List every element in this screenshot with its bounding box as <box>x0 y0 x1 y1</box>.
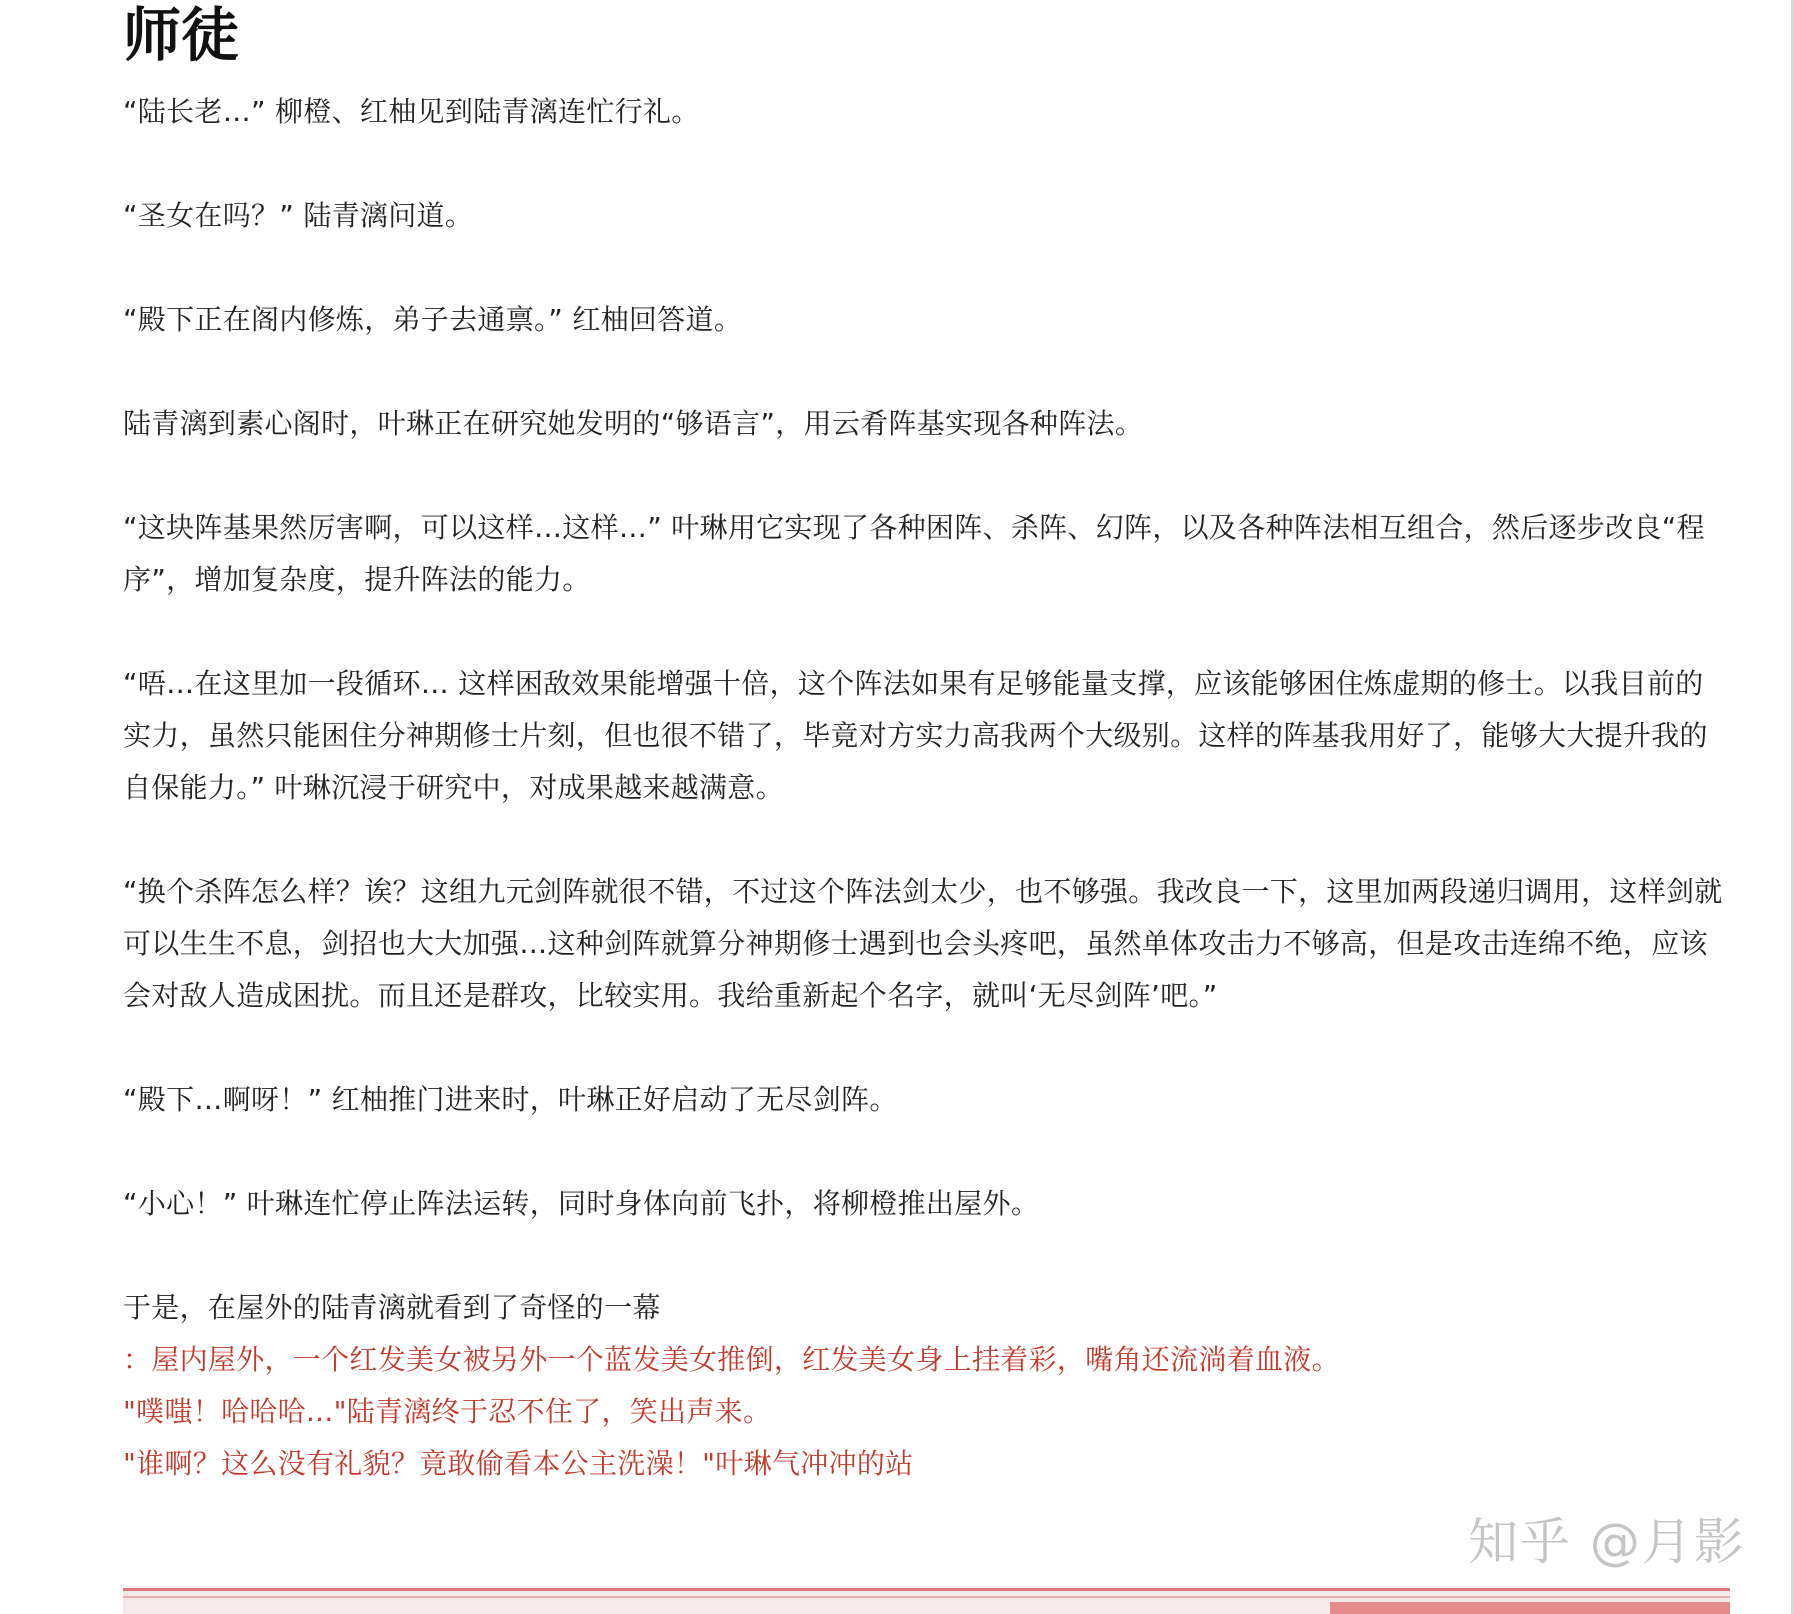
paragraph: 于是，在屋外的陆青漓就看到了奇怪的一幕 <box>123 1291 661 1324</box>
article-title: 师徒 <box>123 1 240 69</box>
paragraph: “圣女在吗？” 陆青漓问道。 <box>123 199 474 232</box>
paragraph: “陆长老…” 柳橙、红柚见到陆青漓连忙行礼。 <box>123 95 700 128</box>
paragraph: “换个杀阵怎么样？诶？这组九元剑阵就很不错，不过这个阵法剑太少，也不够强。我改良一下，这里加两段递归调用，这样剑就可以生生不息，剑招也大大加强…这种剑阵就算分神期修士遇到也会头疼吧，虽然单体攻击力不够高，但是攻击连绵不绝，应该会对敌人造成困扰。而且还是群攻，比较实用。我给重新起个名字，就叫‘无尽剑阵’吧。” <box>123 875 1723 1012</box>
highlighted-line: ：屋内屋外，一个红发美女被另外一个蓝发美女推倒，红发美女身上挂着彩，嘴角还流淌着血液。 <box>123 1343 1340 1376</box>
paragraph: “殿下正在阁内修炼，弟子去通禀。” 红柚回答道。 <box>123 303 743 336</box>
bottom-bar <box>123 1588 1730 1614</box>
bottom-bar-line-secondary <box>123 1596 1730 1598</box>
paragraph: 陆青漓到素心阁时，叶琳正在研究她发明的“够语言”，用云肴阵基实现各种阵法。 <box>123 407 1144 440</box>
bottom-bar-line <box>123 1588 1730 1591</box>
highlighted-line: "谁啊？这么没有礼貌？竟敢偷看本公主洗澡！"叶琳气冲冲的站 <box>123 1447 914 1480</box>
highlighted-line: "噗嗤！哈哈哈..."陆青漓终于忍不住了，笑出声来。 <box>123 1395 772 1428</box>
paragraph: “这块阵基果然厉害啊，可以这样…这样…” 叶琳用它实现了各种困阵、杀阵、幻阵，以及各种阵法相互组合，然后逐步改良“程序”，增加复杂度，提升阵法的能力。 <box>123 511 1705 596</box>
zhihu-watermark: 知乎 @月影 <box>1468 1513 1746 1571</box>
paragraph: “唔…在这里加一段循环… 这样困敌效果能增强十倍，这个阵法如果有足够能量支撑，应该能够困住炼虚期的修士。以我目前的实力，虽然只能困住分神期修士片刻，但也很不错了，毕竟对方实力高我两个大级别。这样的阵基我用好了，能够大大提升我的自保能力。” 叶琳沉浸于研究中，对成果越来越满意。 <box>123 667 1708 804</box>
paragraph: “小心！” 叶琳连忙停止阵法运转，同时身体向前飞扑，将柳橙推出屋外。 <box>123 1187 1040 1220</box>
paragraph: “殿下…啊呀！” 红柚推门进来时，叶琳正好启动了无尽剑阵。 <box>123 1083 898 1116</box>
bottom-bar-tab <box>1330 1602 1730 1614</box>
article <box>123 0 1723 1490</box>
